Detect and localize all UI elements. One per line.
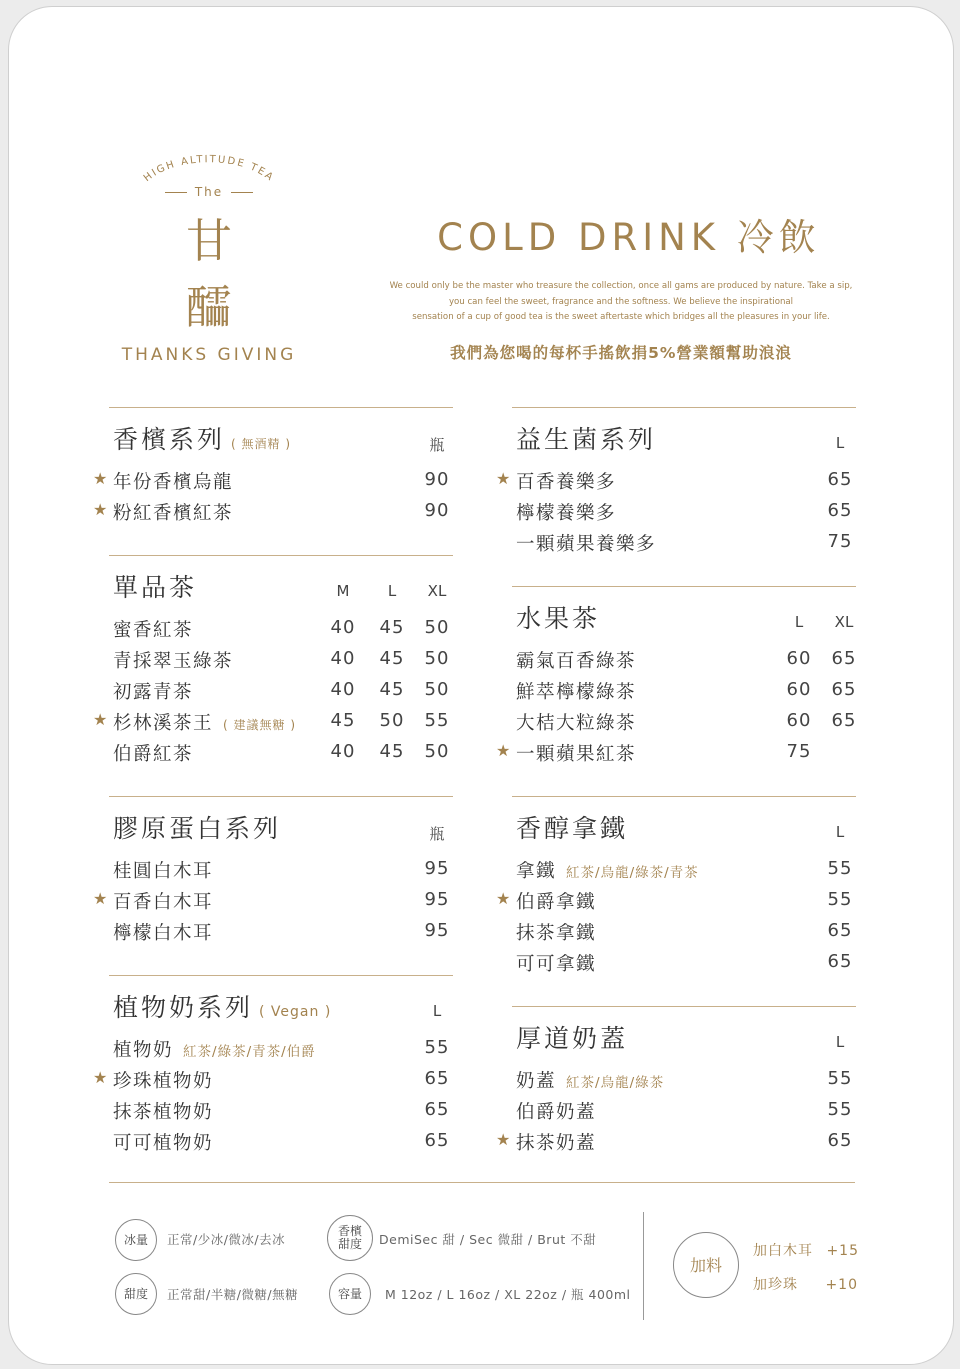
star-icon: ★ (496, 889, 511, 908)
item-price-l: 45 (379, 617, 405, 638)
ice-level-options: 正常/少冰/微冰/去冰 (167, 1232, 286, 1247)
section-collagen (93, 796, 453, 948)
star-icon: ★ (93, 1068, 108, 1087)
section-probiotic (496, 407, 856, 559)
menu-item[interactable] (496, 466, 856, 497)
volume-label: 容量 (337, 1286, 362, 1301)
menu-item[interactable] (93, 886, 453, 917)
item-price-xl: 50 (424, 741, 450, 762)
item-name: 抹茶植物奶 (113, 1102, 214, 1123)
item-options: 紅茶/綠茶/青茶/伯爵 (183, 1044, 316, 1060)
donation-note: 我們為您喝的每杯手搖飲捐5%營業額幫助浪浪 (450, 344, 792, 362)
menu-item[interactable] (512, 855, 856, 886)
item-price: 65 (424, 1068, 450, 1089)
section-title: 單品茶 (113, 573, 198, 602)
svg-text:HIGH ALTITUDE TEA: HIGH ALTITUDE TEA (141, 154, 277, 185)
item-price-l: 75 (786, 741, 812, 762)
item-name: 蜜香紅茶 (113, 620, 194, 641)
topping-name: 加珍珠 (753, 1277, 798, 1293)
champagne-sweetness-options: DemiSec 甜 / Sec 微甜 / Brut 不甜 (379, 1232, 597, 1247)
item-note: ( 建議無糖 ) (223, 718, 297, 732)
description-line: We could only be the master who treasure the collection, once all gams are produced by nature. Take a sip, (389, 281, 853, 291)
menu-item[interactable] (109, 738, 453, 769)
description-line: sensation of a cup of good tea is the sweet aftertaste which bridges all the pleasures in your life. (412, 312, 830, 322)
page-title: COLD DRINK 冷飲 (437, 216, 821, 259)
item-price: 75 (827, 531, 853, 552)
item-options: 紅茶/烏龍/綠茶 (566, 1075, 665, 1091)
section-title: 益生菌系列 (516, 425, 657, 454)
item-name: 植物奶 紅茶/綠茶/青茶/伯爵 (113, 1040, 316, 1061)
item-name: 抹茶拿鐵 (516, 923, 597, 944)
item-price-l: 60 (786, 648, 812, 669)
menu-item[interactable] (109, 1096, 453, 1127)
col-header-bottle: 瓶 (429, 825, 445, 843)
menu-card (8, 6, 954, 1365)
star-icon: ★ (496, 741, 511, 760)
item-name: 百香養樂多 (516, 472, 617, 493)
topping-pearl (753, 1274, 858, 1294)
toppings-badge (673, 1232, 739, 1298)
item-name: 奶蓋 紅茶/烏龍/綠茶 (516, 1071, 665, 1092)
item-price: 95 (424, 858, 450, 879)
section-tag: ( Vegan ) (259, 1004, 332, 1020)
section-title: 厚道奶蓋 (516, 1024, 629, 1053)
col-header-bottle: 瓶 (429, 436, 445, 454)
volume-options: M 12oz / L 16oz / XL 22oz / 瓶 400ml (385, 1287, 631, 1302)
champagne-sweetness-badge (327, 1215, 373, 1261)
menu-item[interactable] (496, 886, 856, 917)
item-price-xl: 55 (424, 710, 450, 731)
item-name: 霸氣百香綠茶 (516, 651, 637, 672)
section-milk-foam (496, 1006, 856, 1158)
item-price-m: 40 (330, 617, 356, 638)
menu-item[interactable] (512, 1096, 856, 1127)
topping-white-fungus (753, 1240, 859, 1260)
section-title: 香醇拿鐵 (516, 814, 629, 843)
sweetness-options: 正常甜/半糖/微糖/無糖 (167, 1287, 299, 1302)
description-line: you can feel the sweet, fragrance and the softness. We believe the inspirational (448, 296, 794, 307)
item-name: 年份香檳烏龍 (113, 472, 234, 493)
item-price-xl: 50 (424, 679, 450, 700)
item-price-xl: 50 (424, 648, 450, 669)
logo-char-gan: 甘 (186, 214, 232, 268)
item-name: 可可拿鐵 (516, 954, 597, 975)
section-single-tea (93, 555, 453, 769)
menu-item[interactable] (109, 1034, 453, 1065)
toppings-label: 加料 (689, 1255, 722, 1275)
star-icon: ★ (93, 469, 108, 488)
col-header-xl: XL (834, 613, 854, 631)
section-latte (496, 796, 856, 979)
item-name: 伯爵紅茶 (113, 744, 194, 765)
item-price-l: 60 (786, 679, 812, 700)
item-name: 伯爵奶蓋 (516, 1102, 597, 1123)
item-price: 55 (827, 858, 853, 879)
item-name: 一顆蘋果紅茶 (516, 744, 637, 765)
item-name: 大桔大粒綠茶 (516, 713, 637, 734)
champagne-label: 香檳 (337, 1224, 362, 1238)
item-price: 65 (827, 951, 853, 972)
section-plant-milk (93, 975, 453, 1158)
menu-item[interactable] (512, 497, 856, 528)
item-price-m: 45 (330, 710, 356, 731)
footer-divider (109, 1182, 855, 1183)
logo-the: The (109, 185, 309, 199)
item-price: 90 (424, 500, 450, 521)
sweetness-label: 甜度 (123, 1286, 148, 1301)
item-name: 拿鐵 紅茶/烏龍/綠茶/青茶 (516, 861, 699, 882)
star-icon: ★ (93, 710, 108, 729)
item-name: 檸檬白木耳 (113, 923, 214, 944)
section-title: 香檳系列 ( 無酒精 ) (113, 425, 292, 454)
item-name: 粉紅香檳紅茶 (113, 503, 234, 524)
menu-item[interactable] (496, 1127, 856, 1158)
menu-item[interactable] (109, 645, 453, 676)
col-header-l: L (835, 823, 845, 841)
item-price: 90 (424, 469, 450, 490)
item-name: 檸檬養樂多 (516, 503, 617, 524)
item-price-l: 50 (379, 710, 405, 731)
item-name: 鮮萃檸檬綠茶 (516, 682, 637, 703)
menu-item[interactable] (109, 1127, 453, 1158)
volume-badge (329, 1273, 371, 1315)
section-title: 水果茶 (516, 604, 601, 633)
item-name: 青採翠玉綠茶 (113, 651, 234, 672)
topping-name: 加白木耳 (753, 1243, 813, 1259)
item-price-l: 60 (786, 710, 812, 731)
menu-item[interactable] (512, 676, 856, 707)
star-icon: ★ (496, 1130, 511, 1149)
section-fruit-tea (496, 586, 857, 769)
menu-item[interactable] (512, 528, 856, 559)
menu-item[interactable] (93, 497, 453, 528)
col-header-l: L (387, 582, 397, 600)
item-name: 伯爵拿鐵 (516, 892, 597, 913)
item-name: 珍珠植物奶 (113, 1071, 214, 1092)
section-champagne (93, 407, 453, 528)
item-name: 百香白木耳 (113, 892, 214, 913)
section-title: 膠原蛋白系列 (113, 814, 282, 843)
item-price: 55 (827, 1068, 853, 1089)
col-header-m: M (336, 582, 350, 600)
col-header-xl: XL (427, 582, 447, 600)
topping-price: +10 (825, 1277, 858, 1293)
item-price-xl: 50 (424, 617, 450, 638)
star-icon: ★ (496, 469, 511, 488)
item-price: 65 (424, 1130, 450, 1151)
menu-item[interactable] (109, 614, 453, 645)
section-tag: ( 無酒精 ) (231, 437, 292, 451)
menu-item[interactable] (496, 738, 856, 769)
item-price-l: 45 (379, 648, 405, 669)
item-name: 桂圓白木耳 (113, 861, 214, 882)
item-price-m: 40 (330, 679, 356, 700)
menu-item[interactable] (93, 466, 453, 497)
item-price: 65 (424, 1099, 450, 1120)
col-header-l: L (432, 1002, 442, 1020)
item-name: 可可植物奶 (113, 1133, 214, 1154)
col-header-l: L (835, 1033, 845, 1051)
col-header-l: L (794, 613, 804, 631)
ice-level-label: 冰量 (123, 1232, 148, 1247)
menu-item[interactable] (109, 855, 453, 886)
item-name: 一顆蘋果養樂多 (516, 534, 657, 555)
menu-item[interactable] (512, 948, 856, 979)
item-name: 杉林溪茶王 ( 建議無糖 ) (113, 713, 297, 734)
item-price: 55 (827, 889, 853, 910)
menu-item[interactable] (512, 707, 856, 738)
item-price-xl: 65 (831, 710, 857, 731)
menu-item[interactable] (93, 707, 453, 738)
col-header-l: L (835, 434, 845, 452)
star-icon: ★ (93, 500, 108, 519)
item-price: 65 (827, 500, 853, 521)
sweetness-label: 甜度 (337, 1237, 362, 1251)
topping-price: +15 (826, 1243, 859, 1259)
item-price-l: 45 (379, 679, 405, 700)
item-price-m: 40 (330, 741, 356, 762)
item-price: 65 (827, 469, 853, 490)
item-name: 初露青茶 (113, 682, 194, 703)
brand-logo (109, 147, 309, 377)
item-price: 55 (424, 1037, 450, 1058)
menu-item[interactable] (512, 917, 856, 948)
logo-english: THANKS GIVING (121, 345, 297, 365)
item-options: 紅茶/烏龍/綠茶/青茶 (566, 865, 699, 881)
item-price: 55 (827, 1099, 853, 1120)
logo-char-lu: 醽 (186, 280, 232, 334)
menu-item[interactable] (109, 917, 453, 948)
menu-item[interactable] (109, 676, 453, 707)
item-price: 65 (827, 1130, 853, 1151)
sweetness-badge (115, 1273, 157, 1315)
item-price-xl: 65 (831, 679, 857, 700)
item-price: 95 (424, 889, 450, 910)
menu-item[interactable] (93, 1065, 453, 1096)
item-price-xl: 65 (831, 648, 857, 669)
item-price-l: 45 (379, 741, 405, 762)
menu-item[interactable] (512, 1065, 856, 1096)
header-description (371, 279, 871, 326)
footer-vertical-divider (643, 1212, 644, 1320)
item-name: 抹茶奶蓋 (516, 1133, 597, 1154)
item-price: 95 (424, 920, 450, 941)
section-title: 植物奶系列 ( Vegan ) (113, 993, 332, 1022)
star-icon: ★ (93, 889, 108, 908)
item-price-m: 40 (330, 648, 356, 669)
item-price: 65 (827, 920, 853, 941)
menu-item[interactable] (512, 645, 856, 676)
ice-level-badge (115, 1219, 157, 1261)
